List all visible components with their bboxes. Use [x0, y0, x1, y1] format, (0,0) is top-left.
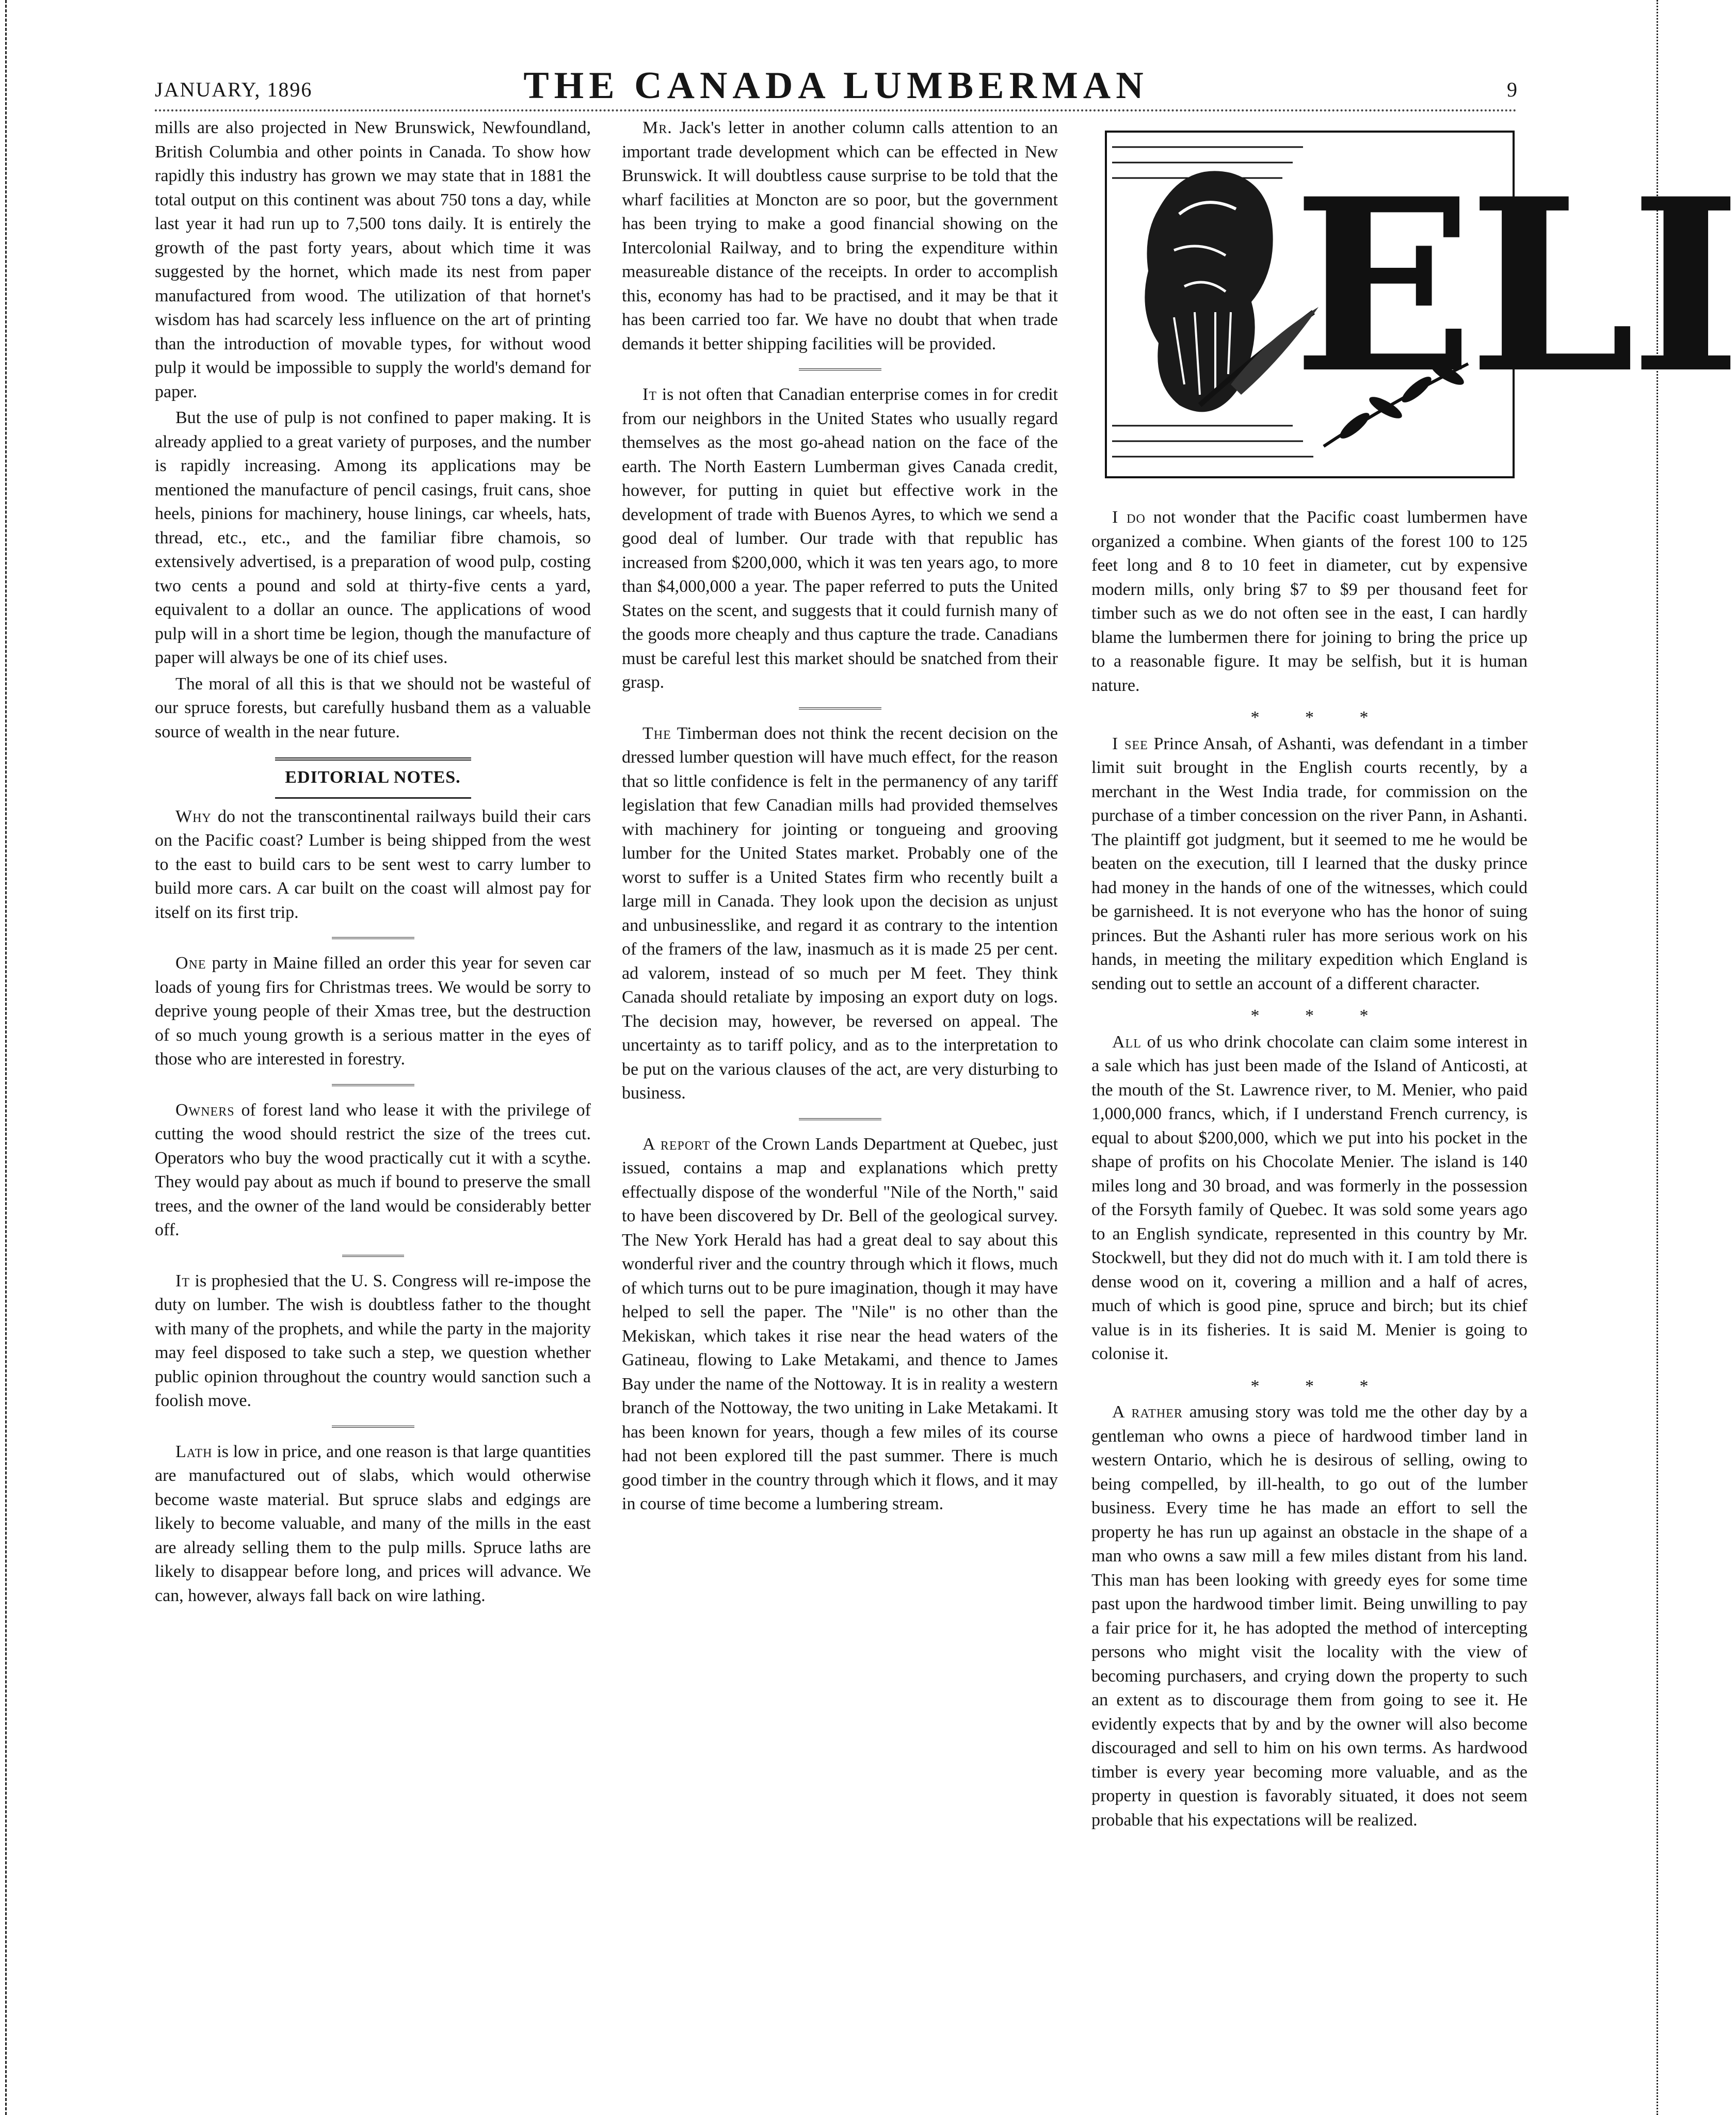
note-text: do not the transcontinental railways build their cars on the Pacific coast? Lumber is being shipped from the west to the east to build cars to be sent west to carry lumber to build more cars. A car built on the coast will almost pay for itself on its first trip.: [155, 806, 591, 922]
note-moncton-wharf: [622, 116, 1058, 356]
note-lead: A rather: [1112, 1402, 1183, 1422]
note-lead: A report: [642, 1134, 711, 1154]
note-separator: [342, 1255, 404, 1257]
note-separator: [799, 368, 881, 370]
note-text: is low in price, and one reason is that large quantities are manufactured out of slabs, which would otherwise become waste material. But spruce slabs and edgings are likely to become valuable, and many of the mills in the east are already selling them to the pulp mills. Spruce laths are likely to disappear before long, and prices will advance. We can, however, always fall back on wire lathing.: [155, 1442, 591, 1605]
column-1: [155, 116, 591, 1608]
note-text: is not often that Canadian enterprise comes in for credit from our neighbors in the United States who usually regard themselves as the most go-ahead nation on the face of the earth. The North Eastern Lumberman gives Canada credit, however, for putting in quiet but effective work in the development of trade with Buenos Ayres, to which we send a good deal of lumber. Our trade with that republic has increased from $200,000, which it was ten years ago, to more than $4,000,000 a year. The paper referred to puts the United States on the scent, and suggests that it could furnish many of the goods more cheaply and thus capture the trade. Canadians must be careful lest this market should be snatched from their grasp.: [622, 385, 1058, 692]
note-text: not wonder that the Pacific coast lumbermen have organized a combine. When giants of the forest 100 to 125 feet long and 8 to 10 feet in diameter, cut by expensive modern mills, only bring $7 to $9 per thousand feet for timber such as we do not often see in the east, I can hardly blame the lumbermen there for joining to bring the price up to a reasonable figure. It may be selfish, but it is human nature.: [1091, 508, 1528, 695]
note-christmas-trees: [155, 951, 591, 1072]
note-prince-ansah: [1091, 732, 1528, 996]
note-lead: It: [642, 385, 657, 404]
note-lead: The: [642, 723, 671, 743]
eli-masthead-illustration: [1097, 116, 1736, 488]
note-text: amusing story was told me the other day by a gentleman who owns a piece of hardwood timber land in western Ontario, which he is desirous of selling, owing to being compelled, by ill-health, to go out of the lumber business. Every time he has made an effort to sell the property he has run up against an obstacle in the shape of a man who owns a saw mill a few miles distant from his land. This man has been looking with greedy eyes for some time past upon the hardwood timber limit. Being unwilling to pay a fair price for it, he has adopted the method of intercepting persons who might visit the locality with the view of becoming purchasers, and crying down the property to such an extent as to discourage them from going to see it. He evidently expects that by and by the owner will also become discouraged and sell to him on his own terms. As hardwood timber is every year becoming more valuable, and as the property in question is favorably situated, it does not seem probable that his expectations will be realized.: [1091, 1402, 1528, 1830]
note-dressed-lumber: [622, 722, 1058, 1106]
note-separator: [799, 1118, 881, 1120]
left-margin-mark: [5, 0, 7, 2115]
note-lead: Lath: [175, 1442, 213, 1461]
note-lead: All: [1112, 1032, 1142, 1052]
note-text: of forest land who lease it with the privilege of cutting the wood should restrict the size of the trees cut. Operators who buy the wood practically cut it with a scythe. They would pay about as much if bound to preserve the small trees, and the owner of the land would be considerably better off.: [155, 1100, 591, 1239]
note-railway-cars: [155, 805, 591, 925]
column-3: [1091, 506, 1528, 1832]
page-number: 9: [1507, 78, 1517, 101]
note-separator: [332, 937, 414, 939]
section-stars: * * *: [1250, 1006, 1389, 1025]
note-text: is prophesied that the U. S. Congress will re-impose the duty on lumber. The wish is doubtless father to the thought with many of the prophets, and while the party in the majority may feel disposed to take such a step, we question whether public opinion throughout the country would sanction such a foolish move.: [155, 1271, 591, 1410]
header-rule: [155, 109, 1517, 111]
note-buenos-ayres: [622, 383, 1058, 695]
note-lead: It: [175, 1271, 190, 1290]
note-lead: I do: [1112, 508, 1146, 527]
note-anticosti: [1091, 1030, 1528, 1366]
note-text: Jack's letter in another column calls attention to an important trade development which can be effected in New Brunswick. It will doubtless cause surprise to be told that the wharf facilities at Moncton are so poor, but the government has been trying to make a good financial showing on the Intercolonial Railway, and to bring the expenditure within measureable distance of the receipts. In order to accomplish this, economy has had to be practised, and it may be that it has been carried too far. We have no doubt that when trade demands it better shipping facilities will be provided.: [622, 118, 1058, 353]
section-stars: * * *: [1250, 708, 1389, 727]
section-stars: * * *: [1250, 1376, 1389, 1396]
note-lead: Why: [175, 806, 212, 826]
note-lead: Mr.: [642, 118, 672, 137]
note-lead: Owners: [175, 1100, 235, 1120]
pulp-paragraph-1: mills are also projected in New Brunswick, Newfoundland, British Columbia and other points in Canada. To show how rapidly this industry has grown we may state that in 1881 the total output on this continent was about 750 tons a day, while last year it had run up to 7,500 tons daily. It is entirely the growth of the past forty years, about which time it was suggested by the hornet, which made its nest from paper manufactured from wood. The utilization of that hornet's wisdom has had scarcely less influence on the art of printing than the introduction of movable types, for without wood pulp it would be impossible to supply the world's demand for paper.: [155, 118, 591, 401]
page-header: [155, 62, 1517, 108]
note-text: Timberman does not think the recent decision on the dressed lumber question will have much effect, for the reason that so little confidence is felt in the permanency of any tariff legislation that few Canadian mills had provided themselves with machinery for jointing or tongueing and grooving lumber for the United States market. Probably one of the worst to suffer is a United States firm who recently built a large mill in Canada. They look upon the decision as unjust and unbusinesslike, and regard it as contrary to the intention of the framers of the law, inasmuch as it is made 25 per cent. ad valorem, instead of so much per M feet. They think Canada should retaliate by imposing an export duty on logs. The decision may, however, be reversed on appeal. The uncertainty as to tariff policy, and as to the interpretation to be put on the various clauses of the act, are very disturbing to business.: [622, 723, 1058, 1103]
column-2: [622, 116, 1058, 1516]
note-pacific-combine: [1091, 506, 1528, 698]
note-lead: One: [175, 954, 206, 973]
note-us-congress: [155, 1269, 591, 1413]
note-hardwood-story: [1091, 1400, 1528, 1832]
pulp-paragraph-3: The moral of all this is that we should not be wasteful of our spruce forests, but carefully husband them as a valuable source of wealth in the near future.: [155, 674, 591, 741]
note-lath: [155, 1440, 591, 1608]
note-text: Prince Ansah, of Ashanti, was defendant in a timber limit suit brought in the English courts recently, by a merchant in the West India trade, for commission on the purchase of a timber concession on the river Pann, in Ashanti. The plaintiff got judgment, but it seemed to me he would be beaten on the execution, till I learned that the dusky prince had money in the hands of one of the witnesses, which could be garnisheed. It is not everyone who has the honor of suing princes. But the Ashanti ruler has more serious work on his hands, in meeting the military expedition which England is sending out to settle an account of a different character.: [1091, 734, 1528, 993]
issue-date: JANUARY, 1896: [155, 78, 313, 101]
note-separator: [332, 1084, 414, 1086]
pulp-paragraph-2: But the use of pulp is not confined to paper making. It is already applied to a great variety of purposes, and the number is rapidly increasing. Among its applications may be mentioned the manufacture of pencil casings, fruit cans, shoe heels, pinions for machinery, house linings, car wheels, hats, thread, etc., etc., and the familiar fibre chamois, so extensively advertised, is a preparation of wood pulp, costing two cents a pound and sold at thirty-five cents a yard, equivalent to a dollar an ounce. The applications of wood pulp will in a short time be legion, though the manufacture of paper will always be one of its chief uses.: [155, 408, 591, 667]
editorial-rule-top: [275, 757, 471, 761]
editorial-rule-bottom: [275, 797, 471, 799]
eli-masthead-letters: ELI: [1293, 147, 1736, 426]
note-lead: I see: [1112, 734, 1148, 753]
note-nile-of-north: [622, 1133, 1058, 1516]
note-forest-owners: [155, 1099, 591, 1242]
note-text: party in Maine filled an order this year for seven car loads of young firs for Christmas trees. We would be sorry to deprive young people of their Xmas tree, but the destruction of so much young growth is a serious matter in the eyes of those who are interested in forestry.: [155, 954, 591, 1069]
editorial-heading: EDITORIAL NOTES.: [285, 768, 461, 787]
note-separator: [332, 1426, 414, 1428]
note-text: of us who drink chocolate can claim some interest in a sale which has just been made of the Island of Anticosti, at the mouth of the St. Lawrence river, to M. Menier, who paid 1,000,000 francs, which, if I understand French currency, is equal to about $200,000, which we put into his pocket in the shape of profits on his Chocolate Menier. The island is 140 miles long and 30 broad, and was formerly in the possession of the Forsyth family of Quebec. It was sold some years ago to an English syndicate, represented in this country by Mr. Stockwell, but they did not do much with it. I am told there is dense wood on it, covering a million and a half of acres, much of which is good pine, spruce and birch; but its chief value is in its fisheries. It is said M. Menier is going to colonise it.: [1091, 1032, 1528, 1363]
note-text: of the Crown Lands Department at Quebec, just issued, contains a map and explanations which pretty effectually dispose of the wonderful "Nile of the North," said to have been discovered by Dr. Bell of the geological survey. The New York Herald has had a great deal to say about this wonderful river and the country through which it flows, much of which turns out to be pure imagination, though it may have helped to sell the paper. The "Nile" is no other than the Mekiskan, which takes it rise near the head waters of the Gatineau, flowing to Lake Metakami, and thence to James Bay under the name of the Nottoway. It is in reality a western branch of the Nottoway, the two uniting in Lake Metakami. It has been known for years, though a few miles of its course had not been explored till the past summer. There is much good timber in the country through which it flows, and it may in course of time become a lumbering stream.: [622, 1134, 1058, 1513]
publication-title: THE CANADA LUMBERMAN: [523, 64, 1149, 107]
note-separator: [799, 707, 881, 709]
